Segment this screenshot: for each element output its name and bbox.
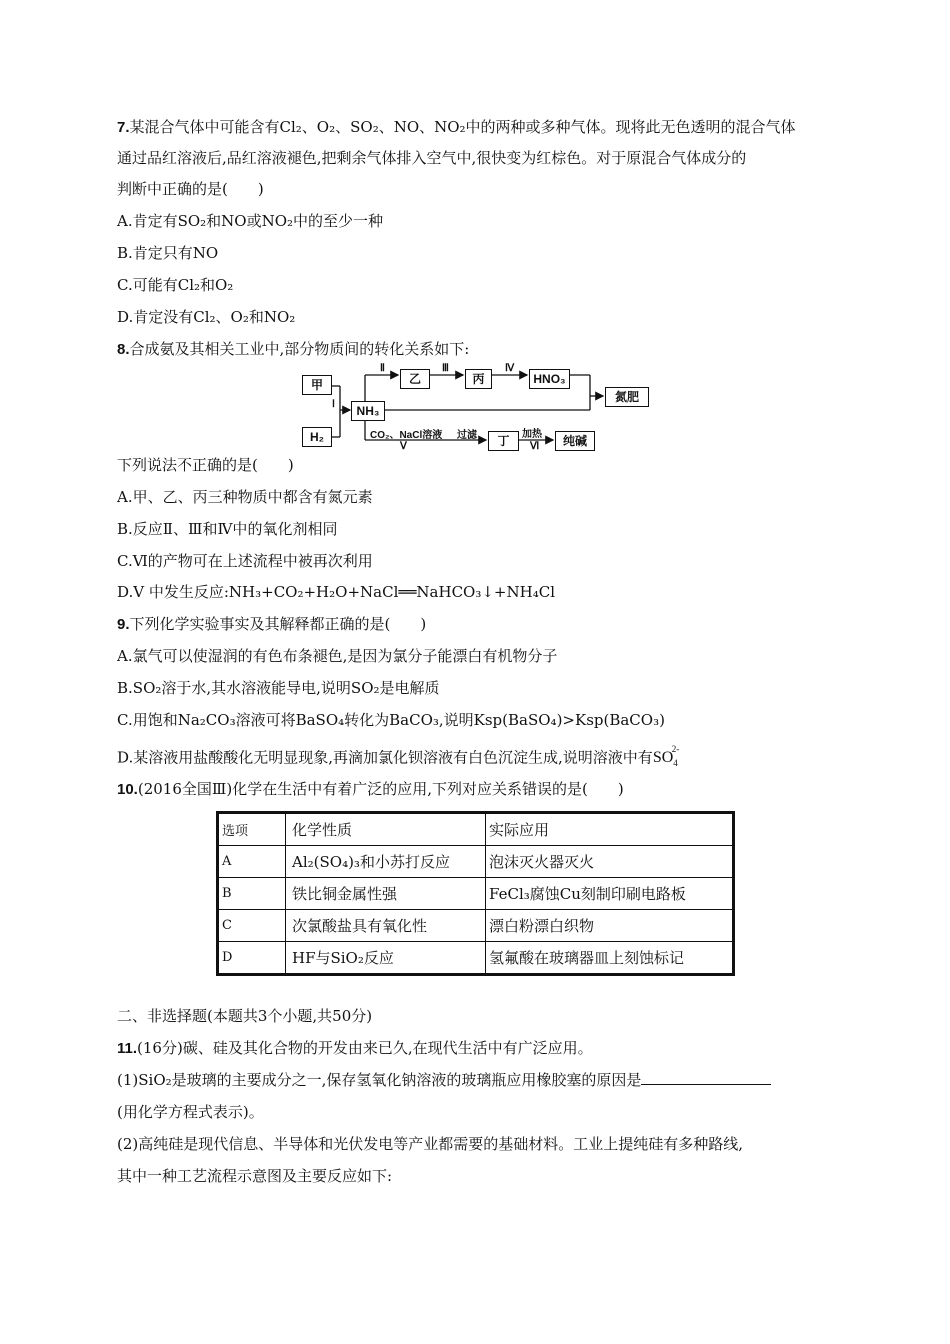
table-header-cell: 选项 — [218, 813, 286, 846]
q10-number: 10. — [117, 781, 138, 798]
table-cell: 漂白粉漂白织物 — [486, 910, 734, 942]
label-reaction-2: Ⅱ — [380, 363, 385, 374]
table-cell: FeCl₃腐蚀Cu刻制印刷电路板 — [486, 878, 734, 910]
q10-stem-text: (2016全国Ⅲ)化学在生活中有着广泛的应用,下列对应关系错误的是( ) — [137, 780, 624, 798]
node-nh3: NH₃ — [351, 401, 385, 421]
q11-part1-line-2: (用化学方程式表示)。 — [117, 1103, 264, 1121]
label-reaction-3: Ⅲ — [442, 363, 449, 374]
q11-part1-line-1 — [117, 1070, 771, 1090]
q8-option-b: B.反应Ⅱ、Ⅲ和Ⅳ中的氧化剂相同 — [117, 520, 338, 538]
table-row — [218, 910, 734, 942]
node-yi: 乙 — [400, 369, 430, 389]
q9-option-c: C.用饱和Na₂CO₃溶液可将BaSO₄转化为BaCO₃,说明Ksp(BaSO₄)>Ksp(BaCO₃) — [117, 711, 665, 729]
ammonia-flow-diagram — [300, 363, 660, 454]
q11-part2-line-1: (2)高纯硅是现代信息、半导体和光伏发电等产业都需要的基础材料。工业上提纯硅有多种路线, — [117, 1135, 744, 1153]
q9-option-d-text: D.某溶液用盐酸酸化无明显现象,再滴加氯化钡溶液有白色沉淀生成,说明溶液中有 — [117, 748, 653, 767]
node-jia: 甲 — [302, 375, 332, 395]
q8-option-a: A.甲、乙、丙三种物质中都含有氮元素 — [117, 488, 373, 506]
sulfate-charge: 2- — [671, 744, 680, 754]
q11-stem — [117, 1038, 593, 1059]
node-hno3: HNO₃ — [529, 369, 570, 389]
q9-stem-text: 下列化学实验事实及其解释都正确的是( ) — [129, 615, 427, 633]
q11-part1-text: (1)SiO₂是玻璃的主要成分之一,保存氢氧化钠溶液的玻璃瓶应用橡胶塞的原因是 — [117, 1071, 642, 1089]
q11-stem-text: (16分)碳、硅及其化合物的开发由来已久,在现代生活中有广泛应用。 — [137, 1039, 593, 1057]
q7-number: 7. — [117, 119, 130, 136]
q11-part2-line-2: 其中一种工艺流程示意图及主要反应如下: — [117, 1167, 393, 1185]
q7-option-d: D.肯定没有Cl₂、O₂和NO₂ — [117, 308, 296, 326]
q7-stem-line-3: 判断中正确的是( ) — [117, 180, 264, 198]
table-row — [218, 942, 734, 975]
q7-stem-line-2: 通过品红溶液后,品红溶液褪色,把剩余气体排入空气中,很快变为红棕色。对于原混合气体成分的 — [117, 149, 747, 167]
table-cell: C — [218, 910, 286, 942]
table-row — [218, 878, 734, 910]
table-cell: HF与SiO₂反应 — [286, 942, 486, 975]
table-row — [218, 846, 734, 878]
q8-option-c: C.Ⅵ的产物可在上述流程中被再次利用 — [117, 552, 373, 570]
table-header-row — [218, 813, 734, 846]
q7-stem-line-1 — [117, 117, 796, 138]
q8-stem-text: 合成氨及其相关工业中,部分物质间的转化关系如下: — [129, 340, 470, 358]
label-reaction-6: Ⅵ — [530, 441, 540, 452]
node-bing: 丙 — [465, 369, 492, 389]
table-cell: 次氯酸盐具有氧化性 — [286, 910, 486, 942]
table-cell: D — [218, 942, 286, 975]
table-header-cell: 实际应用 — [486, 813, 734, 846]
q8-stem — [117, 339, 469, 360]
table-cell: 泡沫灭火器灭火 — [486, 846, 734, 878]
q9-stem — [117, 614, 426, 635]
table-cell: B — [218, 878, 286, 910]
table-cell: 氢氟酸在玻璃器皿上刻蚀标记 — [486, 942, 734, 975]
q11-number: 11. — [117, 1040, 138, 1057]
table-cell: A — [218, 846, 286, 878]
q9-option-b: B.SO₂溶于水,其水溶液能导电,说明SO₂是电解质 — [117, 679, 440, 697]
sulfate-ion-formula — [652, 744, 685, 769]
label-reagent: CO₂、NaCl溶液 — [370, 430, 443, 441]
node-ding: 丁 — [488, 431, 519, 451]
section-2-title: 二、非选择题(本题共3个小题,共50分) — [117, 1007, 373, 1025]
label-reaction-1: Ⅰ — [332, 399, 335, 410]
q7-stem-text-1: 某混合气体中可能含有Cl₂、O₂、SO₂、NO、NO₂中的两种或多种气体。现将此无色透明的混合气体 — [129, 118, 796, 136]
label-filter: 过滤 — [457, 430, 477, 441]
q9-number: 9. — [117, 616, 130, 633]
q8-question: 下列说法不正确的是( ) — [117, 456, 294, 474]
q9-option-d — [117, 743, 685, 774]
table-cell: Al₂(SO₄)₃和小苏打反应 — [286, 846, 486, 878]
label-heat: 加热 — [522, 429, 542, 440]
q10-table — [216, 811, 735, 976]
q9-option-a: A.氯气可以使湿润的有色布条褪色,是因为氯分子能漂白有机物分子 — [117, 647, 558, 665]
q10-stem — [117, 779, 624, 800]
q7-option-a: A.肯定有SO₂和NO或NO₂中的至少一种 — [117, 212, 384, 230]
label-reaction-5: Ⅴ — [400, 441, 407, 452]
table-cell: 铁比铜金属性强 — [286, 878, 486, 910]
q7-option-c: C.可能有Cl₂和O₂ — [117, 276, 234, 294]
sulfate-subscript: 4 — [673, 758, 678, 769]
q7-option-b: B.肯定只有NO — [117, 244, 219, 262]
label-reaction-4: Ⅳ — [505, 363, 515, 374]
node-chunjian: 纯碱 — [555, 431, 595, 451]
node-h2: H₂ — [302, 427, 332, 447]
sulfate-base: SO — [652, 749, 674, 767]
q8-option-d: D.Ⅴ 中发生反应:NH₃+CO₂+H₂O+NaCl══NaHCO₃↓+NH₄Cl — [117, 583, 555, 601]
answer-blank[interactable] — [641, 1070, 771, 1085]
q8-number: 8. — [117, 341, 130, 358]
table-header-cell: 化学性质 — [286, 813, 486, 846]
node-danfei: 氮肥 — [605, 387, 649, 407]
